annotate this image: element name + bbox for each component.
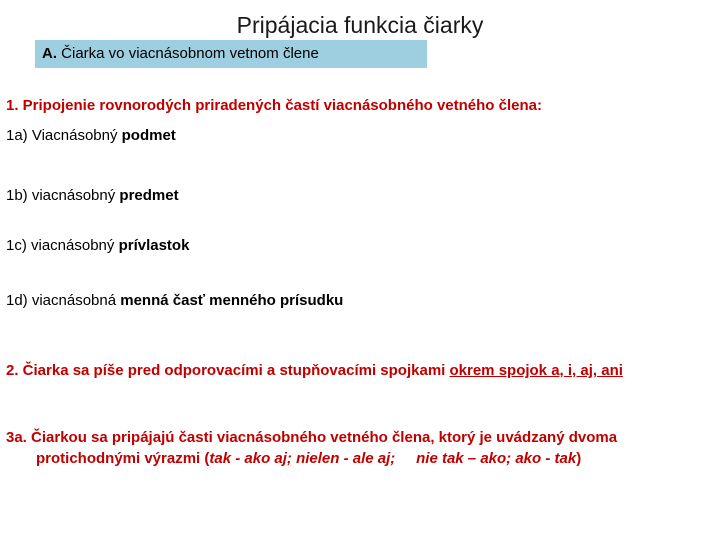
sub-item-term: predmet: [119, 187, 179, 204]
sub-item-prefix: 1c) viacnásobný: [6, 237, 119, 254]
sub-item-1a: [6, 127, 176, 144]
item2-text: 2. Čiarka sa píše pred odporovacími a stupňovacími spojkami: [6, 362, 450, 379]
sub-item-term: podmet: [121, 127, 176, 144]
sub-item-1b: [6, 187, 179, 204]
item3-rule: [6, 427, 706, 469]
sub-item-1c: [6, 237, 189, 254]
subtitle-text: [42, 45, 319, 62]
item2-rule: [6, 362, 623, 379]
sub-item-1d: [6, 292, 343, 309]
sub-item-prefix: 1a) Viacnásobný: [6, 127, 122, 144]
item3-line2-pre: protichodnými výrazmi (: [36, 450, 210, 467]
sub-item-term: prívlastok: [118, 237, 190, 254]
sub-item-prefix: 1b) viacnásobný: [6, 187, 120, 204]
item3-line2-post: ): [576, 450, 582, 467]
item3-example2: nie tak – ako; ako - tak: [416, 450, 577, 467]
subtitle-body: Čiarka vo viacnásobnom vetnom člene: [61, 45, 319, 62]
sub-item-prefix: 1d) viacnásobná: [6, 292, 121, 309]
item2-exceptions: okrem spojok a, i, aj, ani: [449, 362, 623, 379]
item3-example1: tak - ako aj; nielen - ale aj;: [209, 450, 396, 467]
item3-line1: 3a. Čiarkou sa pripájajú časti viacnásobného vetného člena, ktorý je uvádzaný dvoma: [6, 429, 618, 446]
sub-item-term: menná časť menného prísudku: [120, 292, 344, 309]
slide-title: Pripájacia funkcia čiarky: [236, 12, 484, 38]
item3-line2: [6, 448, 706, 469]
subtitle-banner: [35, 40, 427, 68]
subtitle-label: A.: [42, 45, 57, 62]
item1-heading: 1. Pripojenie rovnorodých priradených častí viacnásobného vetného člena:: [6, 97, 542, 114]
